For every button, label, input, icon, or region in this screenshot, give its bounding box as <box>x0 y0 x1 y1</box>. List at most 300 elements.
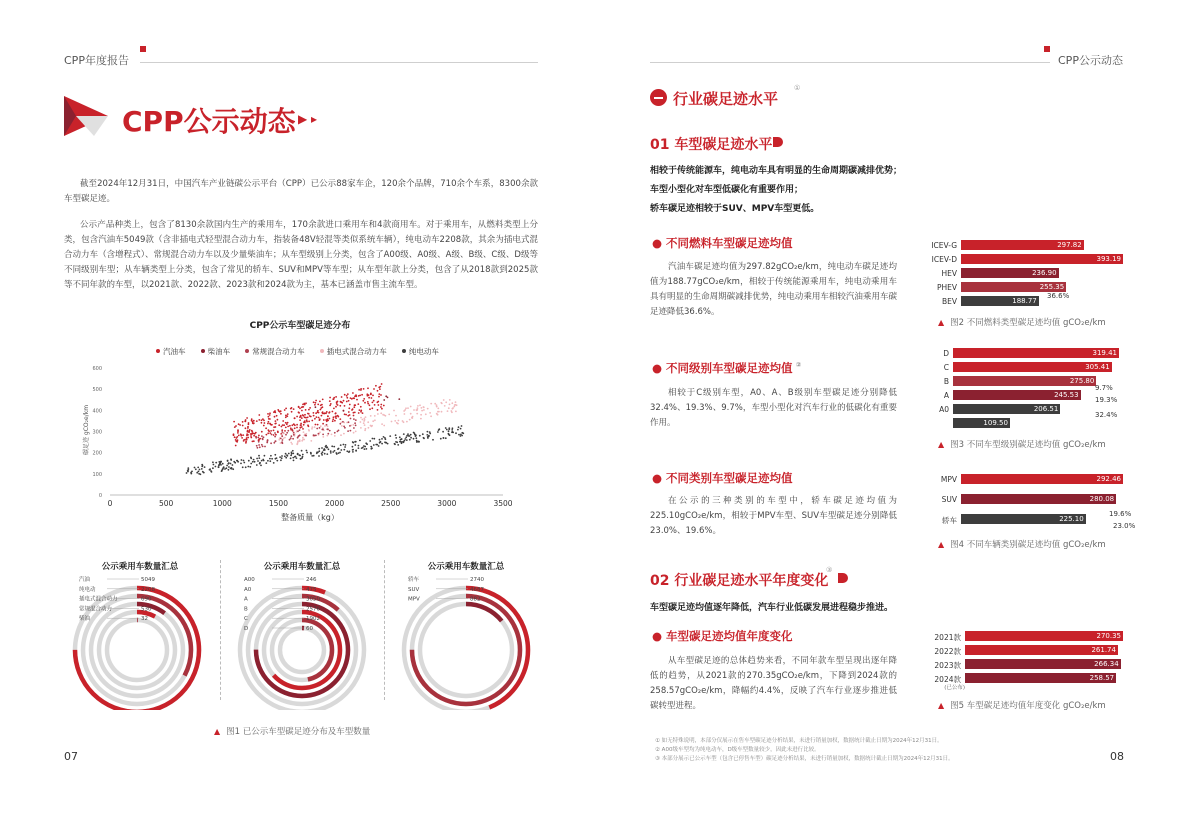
scatter-point <box>350 418 352 420</box>
scatter-point <box>354 444 356 446</box>
bar <box>961 254 1123 264</box>
scatter-point <box>373 388 375 390</box>
bar-label: PHEV <box>936 283 957 292</box>
scatter-point <box>187 467 189 469</box>
scatter-point <box>413 438 415 440</box>
level-footnote-mark: ② <box>795 361 802 370</box>
caption-triangle-icon: ▲ <box>938 540 945 549</box>
donut-value: 246 <box>306 577 317 583</box>
section-minus-icon <box>650 89 667 106</box>
scatter-point <box>346 397 348 399</box>
scatter-point <box>429 433 431 435</box>
scatter-point <box>267 460 269 462</box>
scatter-point <box>261 422 263 424</box>
scatter-point <box>461 435 463 437</box>
scatter-point <box>285 427 287 429</box>
scatter-point <box>353 427 355 429</box>
scatter-point <box>315 400 317 402</box>
bar-value: 297.82 <box>1057 241 1082 249</box>
scatter-point <box>290 408 292 410</box>
scatter-point <box>233 461 235 463</box>
scatter-point <box>455 432 457 434</box>
scatter-point <box>436 413 438 415</box>
scatter-point <box>280 410 282 412</box>
scatter-point <box>262 418 264 420</box>
donut-value: 1902 <box>306 616 320 623</box>
scatter-point <box>337 404 339 406</box>
scatter-point <box>276 415 278 417</box>
scatter-point <box>379 386 381 388</box>
scatter-point <box>240 435 242 437</box>
scatter-point <box>451 402 453 404</box>
scatter-point <box>385 442 387 444</box>
scatter-point <box>290 457 292 459</box>
scatter-point <box>437 411 439 413</box>
scatter-point <box>329 397 331 399</box>
bar <box>953 404 1060 414</box>
scatter-point <box>315 406 317 408</box>
scatter-point <box>306 452 308 454</box>
donut-label: A00 <box>244 577 255 583</box>
scatter-point <box>406 439 408 441</box>
scatter-point <box>303 439 305 441</box>
scatter-point <box>313 401 315 403</box>
bar-label: 2024款 <box>934 675 961 684</box>
scatter-point <box>455 401 457 403</box>
scatter-point <box>373 400 375 402</box>
bar-value: 261.74 <box>1091 646 1116 654</box>
bar-label: 2023款 <box>934 661 961 670</box>
scatter-point <box>364 429 366 431</box>
scatter-point <box>416 409 418 411</box>
scatter-point <box>234 436 236 438</box>
scatter-point <box>314 435 316 437</box>
bar <box>961 282 1066 292</box>
donut-label: A0 <box>244 586 252 593</box>
scatter-point <box>397 423 399 425</box>
bar-value: 245.53 <box>1054 391 1079 399</box>
scatter-point <box>308 413 310 415</box>
scatter-point <box>275 458 277 460</box>
scatter-point <box>374 415 376 417</box>
scatter-point <box>423 409 425 411</box>
scatter-point <box>251 431 253 433</box>
scatter-point <box>285 422 287 424</box>
scatter-point <box>245 427 247 429</box>
scatter-point <box>223 466 225 468</box>
scatter-point <box>354 412 356 414</box>
scatter-point <box>264 446 266 448</box>
type-title: ● 不同类别车型碳足迹均值 <box>652 471 793 485</box>
figure-3-caption: ▲ 图3 不同车型级别碳足迹均值 gCO₂e/km <box>938 440 1106 450</box>
scatter-point <box>354 395 356 397</box>
scatter-point <box>271 458 273 460</box>
scatter-point <box>251 433 253 435</box>
scatter-point <box>254 461 256 463</box>
scatter-point <box>378 404 380 406</box>
scatter-point <box>233 434 235 436</box>
scatter-point <box>409 439 411 441</box>
scatter-point <box>285 408 287 410</box>
scatter-point <box>381 423 383 425</box>
scatter-point <box>355 425 357 427</box>
bar-value: 393.19 <box>1096 255 1121 263</box>
scatter-point <box>437 431 439 433</box>
bar-reduction-pct: 19.6% <box>1109 510 1132 518</box>
section-title: 行业碳足迹水平 <box>673 90 779 108</box>
scatter-point <box>247 437 249 439</box>
scatter-point <box>284 437 286 439</box>
scatter-point <box>352 408 354 410</box>
scatter-xtick: 2500 <box>381 499 401 508</box>
bar-value: 188.77 <box>1012 297 1037 305</box>
scatter-point <box>370 446 372 448</box>
scatter-xtick: 500 <box>158 499 174 508</box>
intro-paragraph-1: 截至2024年12月31日，中国汽车产业链碳公示平台（CPP）已公示88家车企，120余个品牌，710余个车系，8300余款车型碳足迹。 <box>64 179 538 204</box>
scatter-point <box>343 433 345 435</box>
scatter-point <box>344 405 346 407</box>
scatter-point <box>209 469 211 471</box>
scatter-point <box>383 414 385 416</box>
scatter-point <box>275 420 277 422</box>
scatter-point <box>362 412 364 414</box>
scatter-point <box>278 439 280 441</box>
type-bar-chart <box>925 474 1136 534</box>
scatter-point <box>297 453 299 455</box>
scatter-point <box>274 440 276 442</box>
bar-value: 258.57 <box>1089 674 1115 682</box>
scatter-point <box>335 406 337 408</box>
scatter-point <box>258 444 260 446</box>
scatter-point <box>348 407 350 409</box>
scatter-point <box>316 416 318 418</box>
scatter-point <box>344 446 346 448</box>
bar-value: 255.35 <box>1039 283 1065 291</box>
scatter-point <box>331 434 333 436</box>
left-header-rule <box>140 62 538 63</box>
right-header-marker <box>1044 46 1050 52</box>
scatter-point <box>327 428 329 430</box>
bar <box>961 514 1086 524</box>
scatter-point <box>379 388 381 390</box>
scatter-point <box>308 421 310 423</box>
scatter-point <box>256 464 258 466</box>
scatter-point <box>387 443 389 445</box>
scatter-point <box>404 413 406 415</box>
scatter-point <box>447 410 449 412</box>
scatter-point <box>427 408 429 410</box>
scatter-point <box>318 455 320 457</box>
scatter-point <box>399 436 401 438</box>
scatter-point <box>267 423 269 425</box>
scatter-point <box>305 409 307 411</box>
scatter-point <box>318 448 320 450</box>
scatter-point <box>330 450 332 452</box>
scatter-point <box>367 403 369 405</box>
scatter-point <box>202 471 204 473</box>
scatter-point <box>285 457 287 459</box>
scatter-point <box>448 430 450 432</box>
scatter-point <box>232 468 234 470</box>
donut-value: 2576 <box>306 606 320 613</box>
scatter-point <box>302 454 304 456</box>
scatter-point <box>271 434 273 436</box>
bar-label: A0 <box>939 405 949 414</box>
figure-4-caption: ▲ 图4 不同车辆类别碳足迹均值 gCO₂e/km <box>938 540 1106 550</box>
bar-label: ICEV-D <box>931 255 957 264</box>
scatter-point <box>397 444 399 446</box>
scatter-ytick: 100 <box>92 471 102 478</box>
scatter-point <box>452 408 454 410</box>
scatter-point <box>322 434 324 436</box>
scatter-point <box>310 416 312 418</box>
scatter-point <box>343 444 345 446</box>
scatter-point <box>440 438 442 440</box>
scatter-point <box>426 434 428 436</box>
scatter-point <box>354 422 356 424</box>
scatter-point <box>421 410 423 412</box>
scatter-point <box>282 442 284 444</box>
bar <box>953 390 1081 400</box>
scatter-point <box>326 411 328 413</box>
scatter-chart <box>78 360 518 525</box>
scatter-point <box>430 403 432 405</box>
scatter-point <box>355 431 357 433</box>
scatter-point <box>394 443 396 445</box>
scatter-point <box>371 407 373 409</box>
scatter-point <box>266 434 268 436</box>
donut-label: 轿车 <box>408 577 420 583</box>
scatter-point <box>248 460 250 462</box>
scatter-point <box>381 438 383 440</box>
scatter-point <box>196 472 198 474</box>
scatter-point <box>283 424 285 426</box>
scatter-point <box>258 457 260 459</box>
scatter-point <box>324 425 326 427</box>
scatter-point <box>360 411 362 413</box>
scatter-point <box>293 434 295 436</box>
scatter-point <box>335 417 337 419</box>
scatter-point <box>186 472 188 474</box>
scatter-point <box>287 426 289 428</box>
scatter-point <box>299 429 301 431</box>
scatter-point <box>363 398 365 400</box>
scatter-point <box>261 431 263 433</box>
scatter-point <box>303 431 305 433</box>
scatter-point <box>262 446 264 448</box>
scatter-point <box>286 415 288 417</box>
scatter-point <box>241 459 243 461</box>
scatter-point <box>380 406 382 408</box>
scatter-ytick: 200 <box>92 450 102 457</box>
scatter-point <box>352 449 354 451</box>
bar-label: 轿车 <box>942 516 957 525</box>
scatter-point <box>363 445 365 447</box>
scatter-point <box>261 460 263 462</box>
scatter-point <box>246 437 248 439</box>
s1-bold-line: 相较于传统能源车，纯电动车具有明显的生命周期碳减排优势； <box>650 166 903 176</box>
scatter-point <box>375 385 377 387</box>
legend-dot-icon <box>156 349 160 353</box>
scatter-point <box>458 426 460 428</box>
donut-value: 2208 <box>141 586 155 593</box>
scatter-point <box>449 404 451 406</box>
scatter-point <box>263 460 265 462</box>
scatter-point <box>290 442 292 444</box>
caption-triangle-icon: ▲ <box>214 727 221 736</box>
scatter-point <box>369 408 371 410</box>
scatter-point <box>268 416 270 418</box>
scatter-point <box>253 459 255 461</box>
scatter-point <box>326 424 328 426</box>
scatter-point <box>383 425 385 427</box>
scatter-point <box>335 415 337 417</box>
s2-bold-line: 车型碳足迹均值逐年降低，汽车行业低碳发展进程稳步推进。 <box>650 603 894 613</box>
scatter-point <box>395 437 397 439</box>
scatter-point <box>438 428 440 430</box>
bar-label: SUV <box>941 495 957 504</box>
scatter-point <box>296 416 298 418</box>
scatter-point <box>380 412 382 414</box>
scatter-point <box>303 424 305 426</box>
scatter-point <box>269 460 271 462</box>
scatter-point <box>419 404 421 406</box>
scatter-point <box>405 407 407 409</box>
scatter-point <box>305 402 307 404</box>
scatter-point <box>360 417 362 419</box>
scatter-point <box>215 466 217 468</box>
bar-value: 275.80 <box>1069 377 1095 385</box>
scatter-point <box>315 412 317 414</box>
scatter-point <box>407 407 409 409</box>
scatter-point <box>381 443 383 445</box>
donut-2-title: 公示乘用车数量汇总 <box>263 562 341 572</box>
scatter-xtick: 1500 <box>268 499 288 508</box>
scatter-point <box>363 422 365 424</box>
scatter-point <box>329 400 331 402</box>
bar-label: A <box>943 391 949 400</box>
scatter-point <box>323 419 325 421</box>
type-text: 在公示的三种类别的车型中，轿车碳足迹均值为225.10gCO₂e/km，相较于MPV车型、SUV车型碳足迹分别降低23.0%、19.6%。 <box>650 496 897 536</box>
scatter-point <box>305 433 307 435</box>
scatter-point <box>372 438 374 440</box>
scatter-point <box>352 446 354 448</box>
scatter-point <box>322 429 324 431</box>
scatter-point <box>358 412 360 414</box>
scatter-point <box>333 416 335 418</box>
donut-label: 插电式混合动力 <box>79 596 118 603</box>
scatter-point <box>314 404 316 406</box>
scatter-point <box>327 425 329 427</box>
scatter-point <box>304 416 306 418</box>
scatter-point <box>245 439 247 441</box>
scatter-point <box>290 427 292 429</box>
scatter-point <box>343 400 345 402</box>
scatter-point <box>268 430 270 432</box>
scatter-point <box>240 463 242 465</box>
scatter-point <box>415 437 417 439</box>
s1-tab-icon <box>773 137 783 147</box>
caption-triangle-icon: ▲ <box>938 318 945 327</box>
scatter-point <box>380 394 382 396</box>
scatter-point <box>269 423 271 425</box>
bar <box>961 268 1059 278</box>
scatter-point <box>422 433 424 435</box>
scatter-point <box>415 434 417 436</box>
scatter-point <box>263 425 265 427</box>
scatter-title: CPP公示车型碳足迹分布 <box>249 321 351 331</box>
scatter-point <box>235 425 237 427</box>
scatter-point <box>252 461 254 463</box>
right-header-rule <box>650 62 1050 63</box>
scatter-point <box>259 446 261 448</box>
s2-title: 02 行业碳足迹水平年度变化 <box>650 573 829 589</box>
scatter-point <box>339 418 341 420</box>
scatter-point <box>304 414 306 416</box>
scatter-point <box>360 427 362 429</box>
scatter-point <box>238 423 240 425</box>
scatter-point <box>372 402 374 404</box>
bar-reduction-pct: 36.6% <box>1047 292 1070 300</box>
scatter-point <box>329 430 331 432</box>
scatter-point <box>277 419 279 421</box>
scatter-point <box>201 468 203 470</box>
s2-footnote-mark: ③ <box>826 566 833 574</box>
scatter-point <box>331 445 333 447</box>
scatter-point <box>457 429 459 431</box>
donut-charts <box>64 570 544 710</box>
scatter-point <box>262 438 264 440</box>
scatter-point <box>354 404 356 406</box>
scatter-point <box>257 437 259 439</box>
scatter-point <box>363 388 365 390</box>
s1-title: 01 车型碳足迹水平 <box>650 137 773 153</box>
scatter-point <box>320 409 322 411</box>
scatter-point <box>353 432 355 434</box>
legend-phev: 插电式混合动力车 <box>320 346 387 357</box>
scatter-point <box>389 435 391 437</box>
donut-value: 32 <box>141 616 148 623</box>
scatter-point <box>291 443 293 445</box>
caption-triangle-icon: ▲ <box>938 440 945 449</box>
scatter-point <box>273 462 275 464</box>
scatter-point <box>285 453 287 455</box>
scatter-point <box>311 426 313 428</box>
donut-value: 530 <box>141 606 152 613</box>
scatter-point <box>399 441 401 443</box>
scatter-point <box>374 404 376 406</box>
scatter-point <box>369 440 371 442</box>
scatter-xtick: 2000 <box>325 499 345 508</box>
scatter-point <box>250 463 252 465</box>
scatter-point <box>332 411 334 413</box>
scatter-point <box>267 413 269 415</box>
scatter-point <box>443 399 445 401</box>
scatter-point <box>306 419 308 421</box>
fuel-bar-chart <box>925 240 1125 310</box>
footnote-3: ③ 本部分展示已公示车型（包含已停售车型）碳足迹分析结果，未进行销量加权，数据统计截止日期为2024年12月31日。 <box>655 756 954 762</box>
scatter-point <box>261 435 263 437</box>
scatter-point <box>416 413 418 415</box>
scatter-point <box>248 422 250 424</box>
scatter-point <box>398 420 400 422</box>
donut-value: 2740 <box>470 577 484 583</box>
scatter-point <box>339 405 341 407</box>
yearly-title: ● 车型碳足迹均值年度变化 <box>652 629 793 643</box>
scatter-point <box>335 452 337 454</box>
scatter-point <box>443 437 445 439</box>
scatter-point <box>302 437 304 439</box>
